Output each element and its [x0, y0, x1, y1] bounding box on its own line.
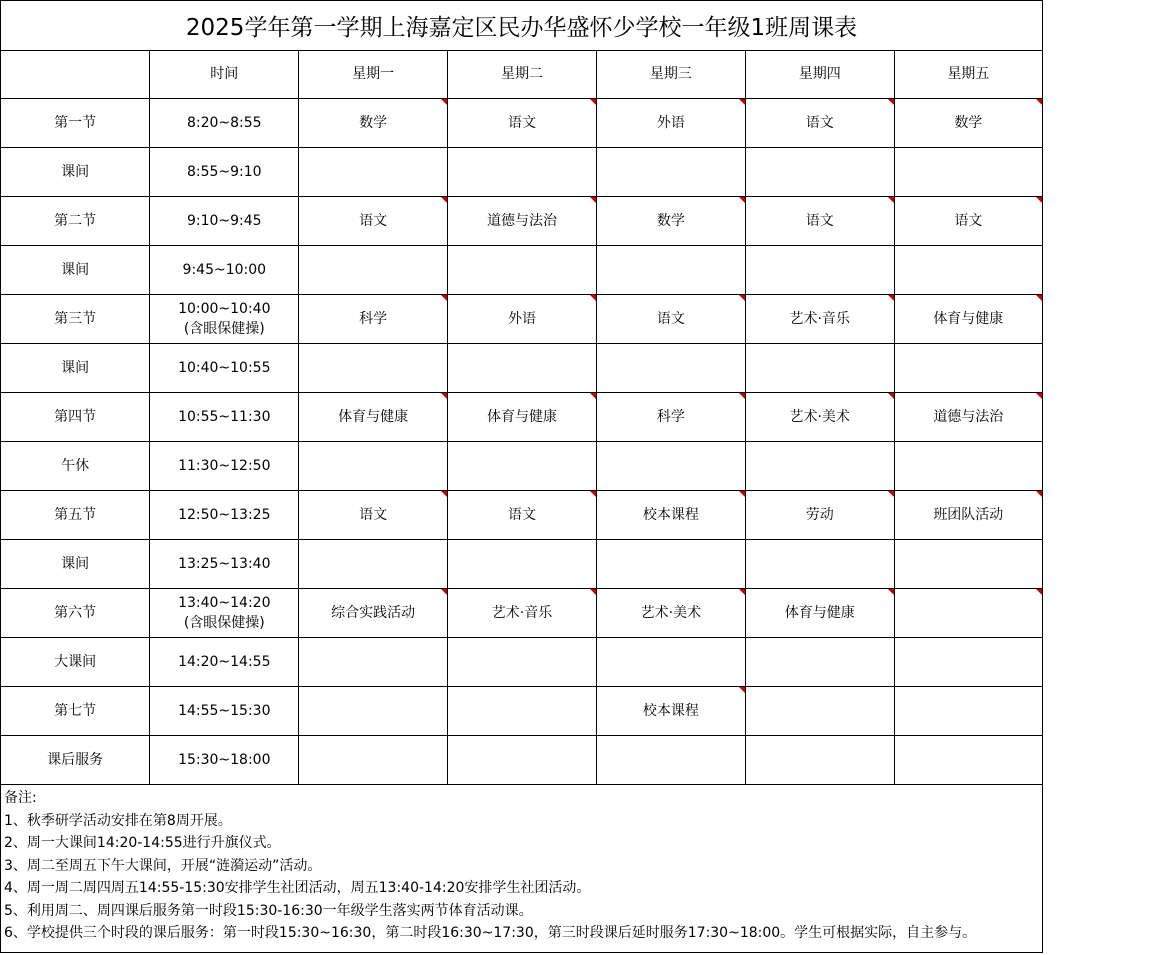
- comment-marker-icon: [888, 491, 894, 497]
- period-cell: 课间: [1, 148, 150, 197]
- comment-marker-icon: [739, 197, 745, 203]
- class-label: 语文: [508, 507, 537, 523]
- table-row: [1, 540, 1042, 589]
- period-cell: 第二节: [1, 197, 150, 246]
- time-cell: [150, 295, 299, 344]
- class-cell[interactable]: [745, 736, 894, 785]
- time-cell: [150, 491, 299, 540]
- class-label: 语文: [508, 115, 537, 131]
- class-label: 道德与法治: [487, 213, 558, 229]
- time-note: (含眼保健操): [183, 321, 265, 337]
- class-cell[interactable]: [299, 99, 448, 148]
- class-label: 数学: [656, 213, 685, 229]
- class-cell[interactable]: [596, 638, 745, 687]
- class-label: 体育与健康: [338, 409, 409, 425]
- note-item-4: 4、周一周二周四周五14:55-15:30安排学生社团活动，周五13:40-14:20安排学生社团活动。: [4, 880, 591, 896]
- table-row: [1, 442, 1042, 491]
- class-cell[interactable]: [894, 246, 1042, 295]
- table-row: [1, 491, 1042, 540]
- notes-section: [4, 787, 1040, 945]
- header-cell: 星期五: [894, 50, 1042, 99]
- time-range: 13:25~13:40: [178, 556, 271, 572]
- time-range: 9:45~10:00: [182, 262, 267, 278]
- comment-marker-icon: [739, 687, 745, 693]
- class-cell[interactable]: [448, 393, 597, 442]
- comment-marker-icon: [441, 99, 447, 105]
- period-cell: 课后服务: [1, 736, 150, 785]
- table-row: [1, 393, 1042, 442]
- class-label: 外语: [656, 115, 685, 131]
- class-cell[interactable]: [894, 442, 1042, 491]
- time-cell: [150, 638, 299, 687]
- page-title: 2025学年第一学期上海嘉定区民办华盛怀少学校一年级1班周课表: [1, 1, 1042, 51]
- class-cell[interactable]: [299, 197, 448, 246]
- class-cell[interactable]: [448, 99, 597, 148]
- time-cell: [150, 393, 299, 442]
- class-label: 艺术·美术: [640, 605, 702, 621]
- table-row: [1, 638, 1042, 687]
- comment-marker-icon: [739, 393, 745, 399]
- time-range: 8:55~9:10: [186, 164, 262, 180]
- class-label: 外语: [508, 311, 537, 327]
- period-cell: 课间: [1, 344, 150, 393]
- table-row: [1, 295, 1042, 344]
- table-row: [1, 344, 1042, 393]
- class-cell[interactable]: [894, 344, 1042, 393]
- class-cell[interactable]: [745, 491, 894, 540]
- time-cell: [150, 540, 299, 589]
- class-label: 科学: [359, 311, 388, 327]
- class-cell[interactable]: [894, 589, 1042, 638]
- note-item-6: 6、学校提供三个时段的课后服务：第一时段15:30~16:30，第二时段16:30~17:30，第三时段课后延时服务17:30~18:00。学生可根据实际，自主参与。: [4, 925, 977, 941]
- class-cell[interactable]: [596, 540, 745, 589]
- class-cell[interactable]: [596, 344, 745, 393]
- note-item-2: 2、周一大课间14:20-14:55进行升旗仪式。: [4, 835, 281, 851]
- time-cell: [150, 589, 299, 638]
- class-cell[interactable]: [894, 393, 1042, 442]
- class-cell[interactable]: [299, 295, 448, 344]
- time-range: 8:20~8:55: [186, 115, 262, 131]
- note-item-1: 1、秋季研学活动安排在第8周开展。: [4, 812, 232, 829]
- class-cell[interactable]: [448, 491, 597, 540]
- header-row: [1, 50, 1042, 99]
- class-cell[interactable]: [448, 197, 597, 246]
- time-range: 14:20~14:55: [178, 654, 271, 670]
- comment-marker-icon: [590, 491, 596, 497]
- time-range: 9:10~9:45: [186, 213, 262, 229]
- class-cell[interactable]: [299, 589, 448, 638]
- comment-marker-icon: [888, 295, 894, 301]
- time-cell: [150, 687, 299, 736]
- period-cell: 第五节: [1, 491, 150, 540]
- class-label: 班团队活动: [933, 507, 1004, 523]
- comment-marker-icon: [739, 491, 745, 497]
- table-row: [1, 246, 1042, 295]
- class-cell[interactable]: [596, 246, 745, 295]
- class-cell[interactable]: [299, 148, 448, 197]
- table-row: [1, 687, 1042, 736]
- class-cell[interactable]: [596, 295, 745, 344]
- time-cell: [150, 736, 299, 785]
- class-cell[interactable]: [894, 99, 1042, 148]
- class-cell[interactable]: [448, 344, 597, 393]
- comment-marker-icon: [441, 295, 447, 301]
- table-row: [1, 589, 1042, 638]
- table-row: [1, 736, 1042, 785]
- comment-marker-icon: [441, 393, 447, 399]
- header-cell: 时间: [150, 50, 299, 99]
- class-label: 语文: [805, 115, 834, 131]
- timetable: [1, 50, 1042, 785]
- class-label: 科学: [656, 409, 685, 425]
- comment-marker-icon: [739, 589, 745, 595]
- period-cell: 第一节: [1, 99, 150, 148]
- class-label: 艺术·音乐: [789, 311, 850, 327]
- class-cell[interactable]: [745, 295, 894, 344]
- header-cell: 星期二: [448, 50, 597, 99]
- time-note: (含眼保健操): [183, 615, 265, 631]
- class-cell[interactable]: [745, 246, 894, 295]
- comment-marker-icon: [590, 99, 596, 105]
- class-label: 体育与健康: [933, 311, 1004, 327]
- class-label: 劳动: [805, 507, 834, 523]
- class-cell[interactable]: [448, 687, 597, 736]
- class-cell[interactable]: [299, 736, 448, 785]
- class-cell[interactable]: [448, 638, 597, 687]
- class-label: 道德与法治: [933, 409, 1004, 425]
- class-label: 综合实践活动: [331, 605, 416, 621]
- time-cell: [150, 344, 299, 393]
- class-cell[interactable]: [745, 687, 894, 736]
- class-cell[interactable]: [448, 246, 597, 295]
- comment-marker-icon: [1036, 295, 1042, 301]
- class-cell[interactable]: [894, 736, 1042, 785]
- time-range: 10:00~10:40: [178, 301, 271, 317]
- period-cell: 第六节: [1, 589, 150, 638]
- comment-marker-icon: [888, 99, 894, 105]
- table-row: [1, 148, 1042, 197]
- class-label: 数学: [359, 115, 388, 131]
- comment-marker-icon: [590, 393, 596, 399]
- comment-marker-icon: [739, 295, 745, 301]
- class-cell[interactable]: [745, 442, 894, 491]
- class-cell[interactable]: [894, 295, 1042, 344]
- table-row: [1, 99, 1042, 148]
- period-cell: 第四节: [1, 393, 150, 442]
- class-label: 语文: [954, 213, 983, 229]
- class-label: 体育与健康: [487, 409, 558, 425]
- period-cell: 课间: [1, 540, 150, 589]
- class-cell[interactable]: [299, 491, 448, 540]
- class-cell[interactable]: [299, 344, 448, 393]
- class-cell[interactable]: [299, 442, 448, 491]
- class-cell[interactable]: [596, 687, 745, 736]
- class-cell[interactable]: [299, 687, 448, 736]
- class-cell[interactable]: [894, 491, 1042, 540]
- comment-marker-icon: [888, 197, 894, 203]
- class-label: 校本课程: [642, 507, 699, 523]
- class-cell[interactable]: [596, 197, 745, 246]
- time-range: 15:30~18:00: [178, 752, 271, 768]
- class-label: 语文: [359, 213, 388, 229]
- class-cell[interactable]: [448, 589, 597, 638]
- comment-marker-icon: [1036, 491, 1042, 497]
- comment-marker-icon: [441, 589, 447, 595]
- class-cell[interactable]: [745, 393, 894, 442]
- header-cell: 星期三: [596, 50, 745, 99]
- class-cell[interactable]: [894, 148, 1042, 197]
- class-cell[interactable]: [745, 540, 894, 589]
- time-range: 10:40~10:55: [178, 360, 271, 376]
- period-cell: 第三节: [1, 295, 150, 344]
- class-cell[interactable]: [596, 736, 745, 785]
- class-cell[interactable]: [894, 687, 1042, 736]
- class-label: 语文: [805, 213, 834, 229]
- class-label: 语文: [656, 311, 685, 327]
- comment-marker-icon: [590, 295, 596, 301]
- class-cell[interactable]: [596, 393, 745, 442]
- time-range: 14:55~15:30: [178, 703, 271, 719]
- time-range: 13:40~14:20: [178, 595, 271, 611]
- comment-marker-icon: [739, 99, 745, 105]
- header-cell: 星期四: [745, 50, 894, 99]
- class-cell[interactable]: [745, 638, 894, 687]
- class-cell[interactable]: [596, 99, 745, 148]
- time-cell: [150, 148, 299, 197]
- class-cell[interactable]: [299, 393, 448, 442]
- header-cell: 星期一: [299, 50, 448, 99]
- class-cell[interactable]: [745, 344, 894, 393]
- class-cell[interactable]: [745, 589, 894, 638]
- period-cell: 第七节: [1, 687, 150, 736]
- time-range: 12:50~13:25: [178, 507, 271, 523]
- period-cell: 午休: [1, 442, 150, 491]
- notes-label: 备注:: [4, 790, 37, 806]
- period-cell: 大课间: [1, 638, 150, 687]
- class-label: 艺术·美术: [789, 409, 850, 425]
- time-range: 10:55~11:30: [178, 409, 271, 425]
- class-cell[interactable]: [745, 197, 894, 246]
- note-item-3: 3、周二至周五下午大课间，开展“涟漪运动”活动。: [4, 857, 322, 874]
- class-cell[interactable]: [596, 442, 745, 491]
- comment-marker-icon: [1036, 197, 1042, 203]
- class-label: 语文: [359, 507, 388, 523]
- class-cell[interactable]: [448, 540, 597, 589]
- class-cell[interactable]: [894, 638, 1042, 687]
- class-cell[interactable]: [745, 99, 894, 148]
- period-cell: 课间: [1, 246, 150, 295]
- header-cell: [1, 50, 150, 99]
- class-cell[interactable]: [596, 589, 745, 638]
- time-range: 11:30~12:50: [178, 458, 271, 474]
- time-cell: [150, 197, 299, 246]
- comment-marker-icon: [1036, 589, 1042, 595]
- class-cell[interactable]: [894, 540, 1042, 589]
- comment-marker-icon: [441, 197, 447, 203]
- comment-marker-icon: [888, 589, 894, 595]
- class-label: 校本课程: [642, 703, 699, 719]
- class-cell[interactable]: [448, 148, 597, 197]
- comment-marker-icon: [1036, 393, 1042, 399]
- class-cell[interactable]: [299, 540, 448, 589]
- table-row: [1, 197, 1042, 246]
- class-cell[interactable]: [448, 736, 597, 785]
- comment-marker-icon: [888, 393, 894, 399]
- class-cell[interactable]: [894, 197, 1042, 246]
- class-label: 艺术·音乐: [491, 605, 553, 621]
- class-cell[interactable]: [596, 491, 745, 540]
- class-cell[interactable]: [299, 638, 448, 687]
- note-item-5: 5、利用周二、周四课后服务第一时段15:30-16:30一年级学生落实两节体育活动课。: [4, 902, 533, 919]
- comment-marker-icon: [1036, 99, 1042, 105]
- class-cell[interactable]: [448, 295, 597, 344]
- time-cell: [150, 99, 299, 148]
- class-cell[interactable]: [448, 442, 597, 491]
- class-cell[interactable]: [596, 148, 745, 197]
- comment-marker-icon: [441, 491, 447, 497]
- class-label: 数学: [954, 115, 983, 131]
- time-cell: [150, 442, 299, 491]
- comment-marker-icon: [590, 589, 596, 595]
- class-cell[interactable]: [745, 148, 894, 197]
- comment-marker-icon: [590, 197, 596, 203]
- time-cell: [150, 246, 299, 295]
- class-cell[interactable]: [299, 246, 448, 295]
- class-label: 体育与健康: [784, 605, 855, 621]
